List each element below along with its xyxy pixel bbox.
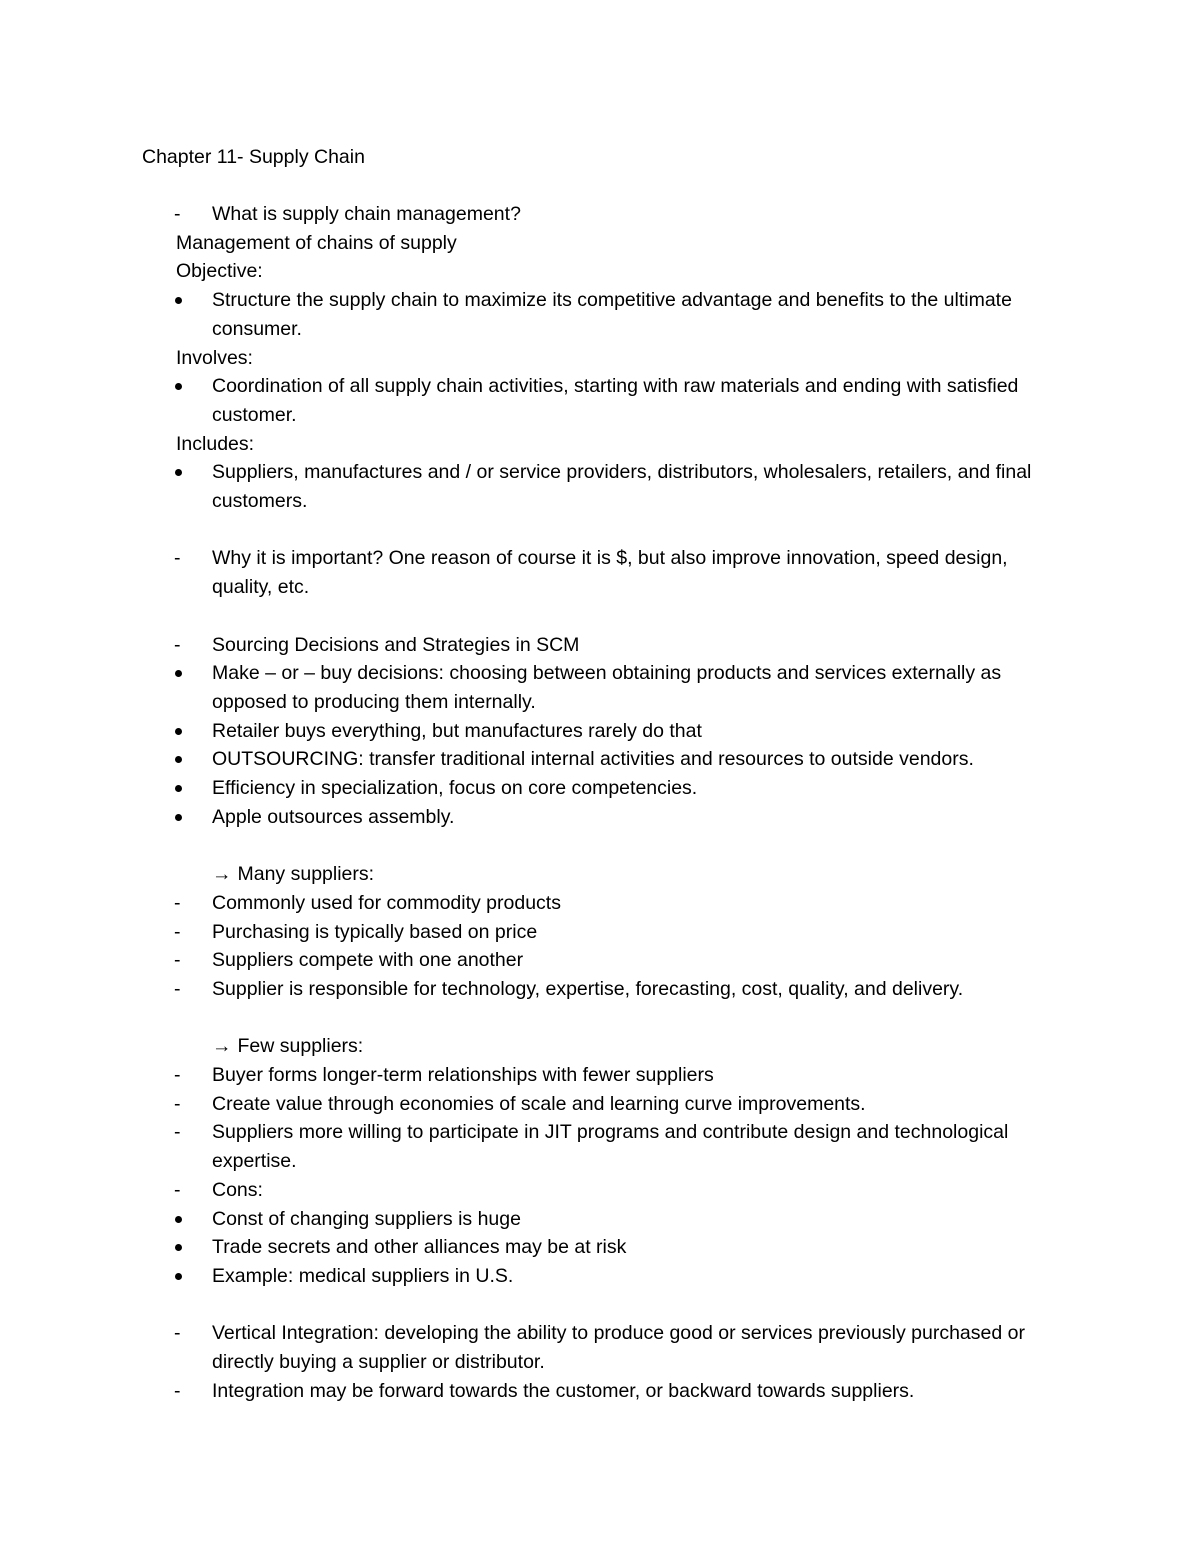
line-text: Sourcing Decisions and Strategies in SCM [212,633,580,656]
line-text: Supplier is responsible for technology, expertise, forecasting, cost, quality, and delivery. [212,977,964,1000]
dash-marker: - [174,891,181,914]
bullet-list-item [142,1205,1062,1234]
line-text: Efficiency in specialization, focus on core competencies. [212,777,698,800]
dash-list-item [142,631,1062,660]
dash-marker: - [174,1322,181,1345]
dash-marker: - [174,920,181,943]
paragraph-line [142,257,1062,286]
bullet-icon [175,814,182,821]
line-text: Structure the supply chain to maximize its competitive advantage and benefits to the ultimate consumer. [212,289,1012,340]
line-text: Many suppliers: [237,863,375,886]
dash-list-item [142,1319,1062,1376]
arrow-right-icon: → [212,1035,232,1058]
paragraph-line [142,344,1062,373]
bullet-icon [175,297,182,304]
bullet-list-item [142,1233,1062,1262]
arrow-heading [142,1032,1062,1061]
bullet-list-item [142,774,1062,803]
line-text: Retailer buys everything, but manufactures rarely do that [212,719,702,742]
line-text: Objective: [176,260,263,283]
line-text: Example: medical suppliers in U.S. [212,1264,514,1287]
line-text: Why it is important? One reason of course it is $, but also improve innovation, speed design, quality, etc. [212,547,1008,599]
line-text: Includes: [176,432,255,455]
blank-line [142,831,1062,860]
line-text: Suppliers compete with one another [212,949,524,972]
dash-marker: - [174,1092,181,1115]
dash-list-item [142,1090,1062,1119]
blank-line [142,516,1062,545]
dash-marker: - [174,1178,181,1201]
line-text: What is supply chain management? [212,203,521,225]
paragraph-line [142,229,1062,258]
dash-list-item [142,200,1062,229]
bullet-icon [175,1216,182,1223]
blank-line [142,602,1062,631]
document-body [142,200,1062,1405]
line-text: Const of changing suppliers is huge [212,1207,521,1230]
bullet-list-item [142,717,1062,746]
dash-list-item [142,1061,1062,1090]
line-text: Commonly used for commodity products [212,891,561,914]
dash-list-item [142,544,1062,601]
bullet-list-item [142,745,1062,774]
bullet-icon [175,756,182,763]
blank-line [142,1004,1062,1033]
dash-marker: - [174,949,181,972]
dash-marker: - [174,1064,181,1087]
line-text: Coordination of all supply chain activities, starting with raw materials and ending with satisfied customer. [212,375,1019,426]
bullet-icon [175,1244,182,1251]
dash-marker: - [174,1379,181,1402]
line-text: Vertical Integration: developing the ability to produce good or services previously purchased or directly buying a supplier or distributor. [212,1322,1025,1374]
dash-marker: - [174,977,181,1000]
dash-list-item [142,889,1062,918]
bullet-list-item [142,458,1062,515]
dash-list-item [142,946,1062,975]
bullet-icon [175,785,182,792]
line-text: Integration may be forward towards the customer, or backward towards suppliers. [212,1379,915,1402]
arrow-right-icon: → [212,863,232,886]
dash-list-item [142,1118,1062,1175]
line-text: OUTSOURCING: transfer traditional internal activities and resources to outside vendors. [212,748,974,771]
line-text: Create value through economies of scale and learning curve improvements. [212,1092,866,1115]
bullet-icon [175,469,182,476]
line-text: Involves: [176,346,253,369]
line-text: Purchasing is typically based on price [212,920,538,943]
page-title: Chapter 11- Supply Chain [142,146,365,168]
dash-list-item [142,1176,1062,1205]
bullet-icon [175,670,182,677]
line-text: Few suppliers: [237,1035,364,1058]
blank-line [142,1291,1062,1320]
dash-list-item [142,975,1062,1004]
bullet-icon [175,728,182,735]
line-text: Management of chains of supply [176,231,457,254]
line-text: Buyer forms longer-term relationships with fewer suppliers [212,1064,714,1087]
line-text: Apple outsources assembly. [212,805,455,828]
line-text: Suppliers more willing to participate in JIT programs and contribute design and technological expertise. [212,1121,1009,1173]
bullet-list-item [142,803,1062,832]
line-text: Make – or – buy decisions: choosing between obtaining products and services externally as opposed to producing them internally. [212,662,1002,713]
line-text: Trade secrets and other alliances may be at risk [212,1236,627,1259]
bullet-list-item [142,1262,1062,1291]
line-text: Suppliers, manufactures and / or service providers, distributors, wholesalers, retailers, and final customers. [212,461,1032,513]
bullet-list-item [142,286,1062,343]
dash-list-item [142,1377,1062,1406]
dash-marker: - [174,547,181,570]
paragraph-line [142,430,1062,459]
dash-list-item [142,918,1062,947]
dash-marker: - [174,633,181,656]
bullet-icon [175,1273,182,1280]
dash-marker: - [174,203,181,225]
bullet-list-item [142,372,1062,429]
line-text: Cons: [212,1178,263,1201]
bullet-list-item [142,659,1062,716]
bullet-icon [175,383,182,390]
arrow-heading [142,860,1062,889]
dash-marker: - [174,1121,181,1144]
